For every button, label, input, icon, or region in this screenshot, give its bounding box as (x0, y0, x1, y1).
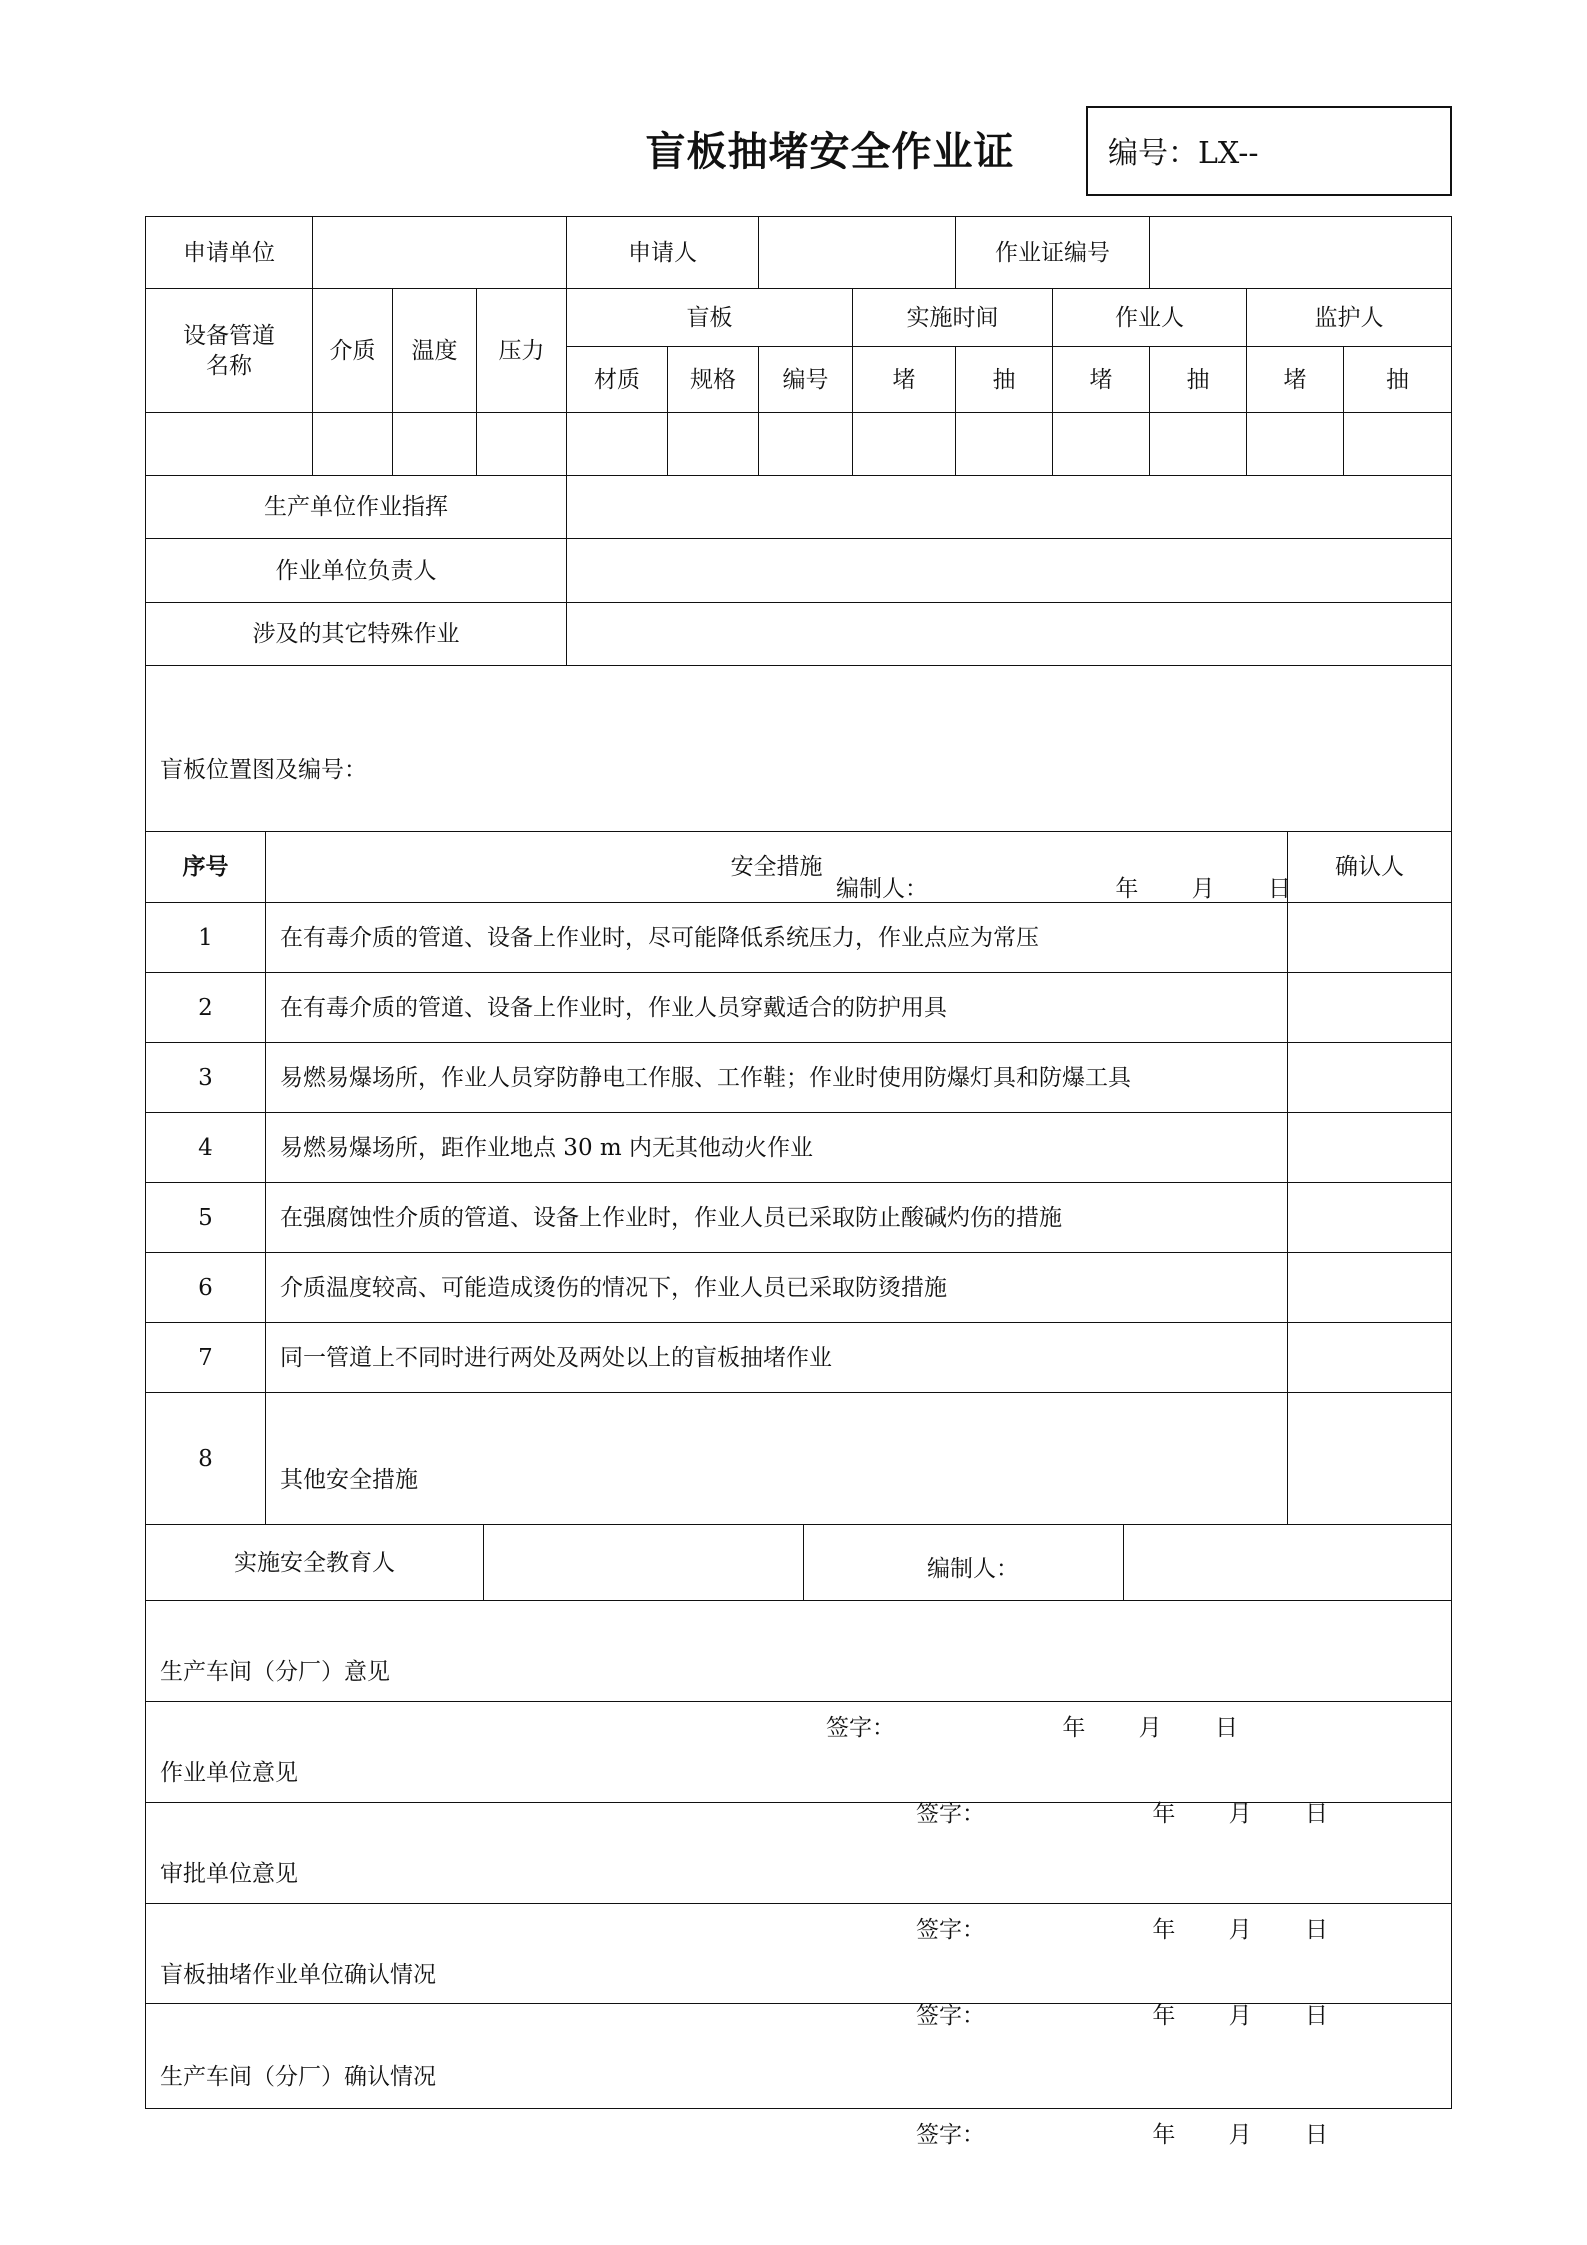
measure-confirm-field[interactable] (1288, 1393, 1452, 1525)
pressure-label: 压力 (477, 289, 567, 413)
diagram-label: 盲板位置图及编号： (160, 756, 367, 783)
measures-confirm-header: 确认人 (1288, 832, 1452, 903)
other-measure-label: 其他安全措施 (280, 1466, 418, 1493)
measure-text: 在强腐蚀性介质的管道、设备上作业时，作业人员已采取防止酸碱灼伤的措施 (266, 1183, 1288, 1253)
applicant-field[interactable] (759, 217, 956, 289)
medium-label: 介质 (313, 289, 393, 413)
measure-no: 4 (146, 1113, 266, 1183)
measures-no-header: 序号 (146, 832, 266, 903)
measure-text: 易燃易爆场所，距作业地点 30 m 内无其他动火作业 (266, 1113, 1288, 1183)
code-field[interactable] (759, 413, 853, 476)
commander-field[interactable] (567, 476, 1452, 539)
permit-no-label: 作业证编号 (956, 217, 1150, 289)
measure-text: 在有毒介质的管道、设备上作业时，作业人员穿戴适合的防护用具 (266, 973, 1288, 1043)
pressure-field[interactable] (477, 413, 567, 476)
education-field-3[interactable] (1124, 1525, 1452, 1601)
temperature-field[interactable] (393, 413, 477, 476)
commander-label: 生产单位作业指挥 (146, 476, 567, 539)
measures-text-header: 安全措施 (266, 832, 1288, 903)
guardian-pull-label: 抽 (1344, 347, 1452, 413)
workshop-opinion-section[interactable] (146, 1601, 1452, 1741)
measure-confirm-field[interactable] (1288, 973, 1452, 1043)
measure-no: 6 (146, 1253, 266, 1323)
temperature-label: 温度 (393, 289, 477, 413)
exec-pull-field[interactable] (956, 413, 1053, 476)
measure-no: 3 (146, 1043, 266, 1113)
exec-time-label: 实施时间 (853, 289, 1053, 347)
applicant-unit-label: 申请单位 (146, 217, 313, 289)
work-lead-field[interactable] (567, 539, 1452, 603)
equipment-field[interactable] (146, 413, 313, 476)
approval-opinion-label: 审批单位意见 (160, 1861, 298, 1887)
work-unit-opinion-label: 作业单位意见 (160, 1760, 298, 1786)
guardian-plug-field[interactable] (1247, 413, 1344, 476)
applicant-unit-field[interactable] (313, 217, 567, 289)
operator-plug-label: 堵 (1053, 347, 1150, 413)
measure-no: 1 (146, 903, 266, 973)
measure-no: 8 (146, 1393, 266, 1525)
measure-row (146, 903, 1452, 973)
measure-no: 5 (146, 1183, 266, 1253)
measure-text: 同一管道上不同时进行两处及两处以上的盲板抽堵作业 (266, 1323, 1288, 1393)
operator-pull-field[interactable] (1150, 413, 1247, 476)
exec-plug-label: 堵 (853, 347, 956, 413)
measure-text: 介质温度较高、可能造成烫伤的情况下，作业人员已采取防烫措施 (266, 1253, 1288, 1323)
measure-confirm-field[interactable] (1288, 1253, 1452, 1323)
measure-row (146, 1253, 1452, 1323)
measure-confirm-field[interactable] (1288, 1183, 1452, 1253)
work-lead-label: 作业单位负责人 (146, 539, 567, 603)
workshop-confirm-label: 生产车间（分厂）确认情况 (160, 2064, 436, 2090)
measure-row (146, 973, 1452, 1043)
education-table (145, 1524, 1452, 1601)
measure-text: 易燃易爆场所，作业人员穿防静电工作服、工作鞋；作业时使用防爆灯具和防爆工具 (266, 1043, 1288, 1113)
guardian-label: 监护人 (1247, 289, 1452, 347)
approval-opinion-signature: 签字： 年 月 日 (916, 1917, 1328, 1943)
measure-row-other (146, 1393, 1452, 1525)
work-unit-opinion-signature: 签字： 年 月 日 (916, 1801, 1328, 1827)
measure-confirm-field[interactable] (1288, 1113, 1452, 1183)
material-field[interactable] (567, 413, 668, 476)
measure-confirm-field[interactable] (1288, 1323, 1452, 1393)
exec-plug-field[interactable] (853, 413, 956, 476)
permit-no-field[interactable] (1150, 217, 1452, 289)
diagram-preparer: 编制人： 年 月 日 (836, 875, 1291, 902)
measure-no: 7 (146, 1323, 266, 1393)
measure-confirm-field[interactable] (1288, 1043, 1452, 1113)
work-unit-opinion-section[interactable] (146, 1702, 1452, 1827)
operator-plug-field[interactable] (1053, 413, 1150, 476)
permit-number-label: 编号：LX-- (1108, 136, 1259, 171)
measure-confirm-field[interactable] (1288, 903, 1452, 973)
medium-field[interactable] (313, 413, 393, 476)
other-special-field[interactable] (567, 603, 1452, 666)
permit-number-box (1086, 106, 1452, 196)
blind-confirm-signature: 签字： 年 月 日 (916, 2002, 1328, 2029)
other-special-label: 涉及的其它特殊作业 (146, 603, 567, 666)
workshop-opinion-signature: 签字： 年 月 日 (826, 1715, 1238, 1741)
measure-row (146, 1043, 1452, 1113)
measure-row (146, 1323, 1452, 1393)
exec-pull-label: 抽 (956, 347, 1053, 413)
code-label: 编号 (759, 347, 853, 413)
applicant-label: 申请人 (567, 217, 759, 289)
measure-row (146, 1113, 1452, 1183)
page-title: 盲板抽堵安全作业证 (645, 128, 1015, 175)
blind-label: 盲板 (567, 289, 853, 347)
other-measure-preparer: 编制人： (927, 1555, 1019, 1582)
measure-text: 在有毒介质的管道、设备上作业时，尽可能降低系统压力，作业点应为常压 (266, 903, 1288, 973)
measure-row (146, 1183, 1452, 1253)
opinions-table (145, 1600, 1452, 2148)
spec-field[interactable] (668, 413, 759, 476)
material-label: 材质 (567, 347, 668, 413)
education-field-2[interactable] (804, 1525, 1124, 1601)
workshop-confirm-signature: 签字： 年 月 日 (916, 2122, 1328, 2148)
guardian-pull-field[interactable] (1344, 413, 1452, 476)
operator-pull-label: 抽 (1150, 347, 1247, 413)
blind-confirm-label: 盲板抽堵作业单位确认情况 (160, 1961, 436, 1988)
workshop-opinion-label: 生产车间（分厂）意见 (160, 1659, 390, 1685)
guardian-plug-label: 堵 (1247, 347, 1344, 413)
education-label: 实施安全教育人 (146, 1525, 484, 1601)
education-field-1[interactable] (484, 1525, 804, 1601)
spec-label: 规格 (668, 347, 759, 413)
operator-label: 作业人 (1053, 289, 1247, 347)
measure-no: 2 (146, 973, 266, 1043)
equipment-label: 设备管道名称 (146, 289, 313, 413)
